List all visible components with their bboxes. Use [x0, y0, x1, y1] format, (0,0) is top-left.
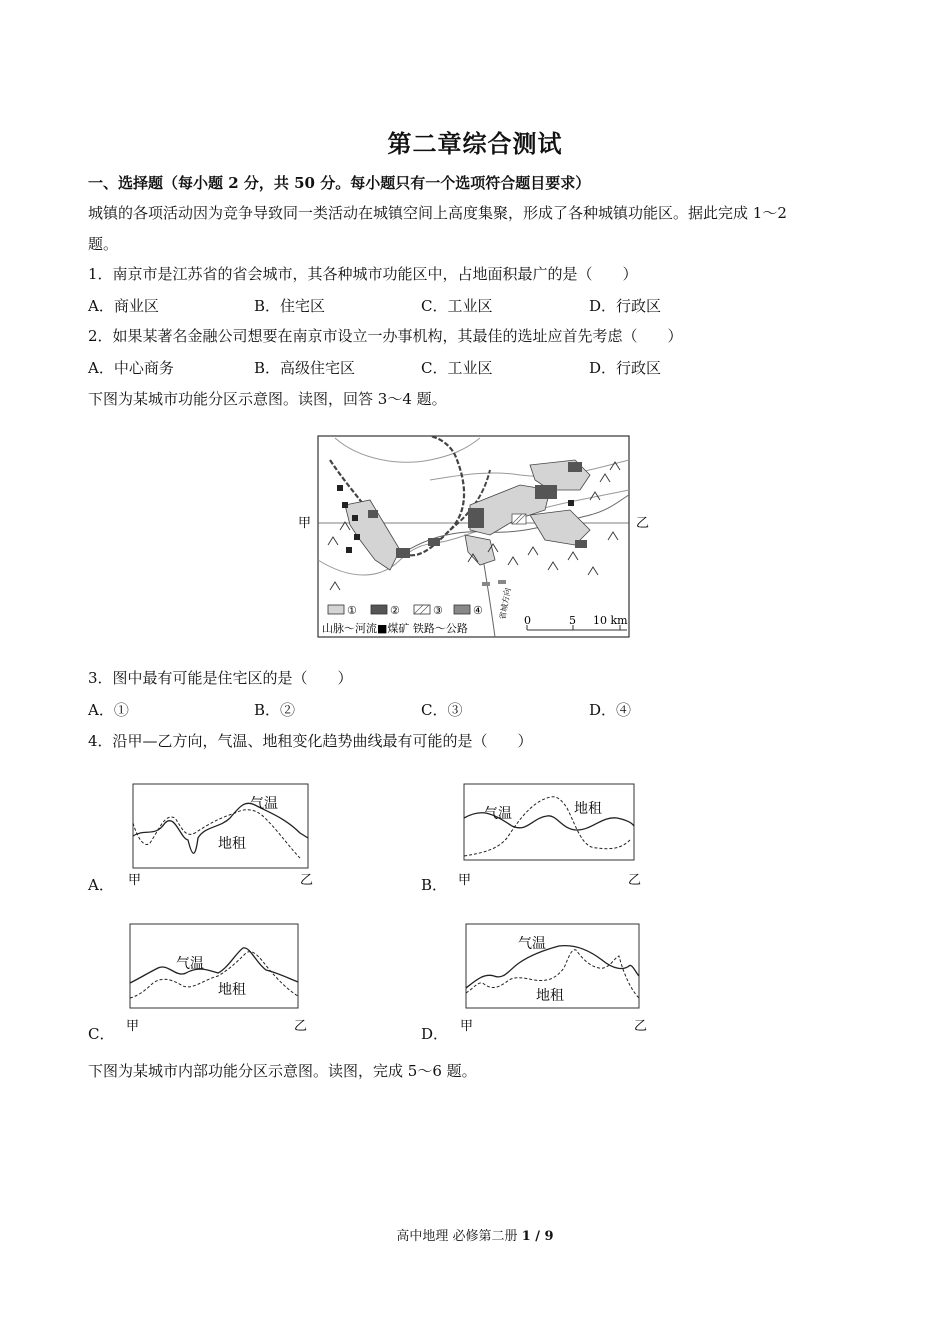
graph-d	[454, 918, 654, 1036]
question-2-option-b[interactable]: B．高级住宅区	[254, 359, 356, 377]
graph-c-yi: 乙	[294, 1019, 308, 1034]
graph-b	[452, 778, 652, 890]
map-road-label: 省城方向	[498, 587, 513, 621]
graph-c-jia: 甲	[126, 1019, 140, 1034]
graph-d-temp: 气温	[518, 936, 546, 952]
scale-5: 5	[569, 614, 576, 627]
section-heading: 一、选择题（每小题 2 分，共 50 分。每小题只有一个选项符合题目要求）	[88, 174, 591, 192]
graph-a-rent: 地租	[218, 836, 246, 852]
footer-page-number: 1 / 9	[521, 1229, 554, 1244]
legend-2: ②	[390, 604, 400, 617]
scale-10: 10 km	[593, 614, 628, 627]
graph-d-label[interactable]: D．	[421, 1025, 449, 1043]
question-2-option-d[interactable]: D．行政区	[589, 359, 662, 377]
graph-b-jia: 甲	[458, 873, 472, 888]
legend-1: ①	[347, 604, 357, 617]
question-3-stem: 3．图中最有可能是住宅区的是（ ）	[88, 669, 353, 687]
map-label-yi: 乙	[636, 516, 650, 531]
legend-text: 山脉～河流■煤矿 铁路～公路	[322, 622, 468, 635]
city-function-map	[290, 430, 660, 650]
intro-3: 下图为某城市内部功能分区示意图。读图，完成 5～6 题。	[88, 1062, 477, 1080]
question-4-stem: 4．沿甲—乙方向，气温、地租变化趋势曲线最有可能的是（ ）	[88, 732, 533, 750]
question-1-option-c[interactable]: C．工业区	[421, 297, 493, 315]
graph-a-temp: 气温	[250, 796, 278, 812]
question-3-option-c[interactable]: C．③	[421, 701, 463, 719]
graph-d-rent: 地租	[536, 988, 564, 1004]
question-1-option-a[interactable]: A．商业区	[88, 297, 159, 315]
graph-c-temp: 气温	[176, 956, 204, 972]
intro-2: 下图为某城市功能分区示意图。读图，回答 3～4 题。	[88, 390, 447, 408]
map-label-jia: 甲	[298, 516, 312, 531]
question-2-stem: 2．如果某著名金融公司想要在南京市设立一办事机构，其最佳的选址应首先考虑（ ）	[88, 327, 683, 345]
footer-course: 高中地理 必修第二册	[396, 1229, 522, 1244]
page-title: 第二章综合测试	[387, 129, 563, 158]
graph-a-yi: 乙	[300, 873, 314, 888]
graph-d-yi: 乙	[634, 1019, 648, 1034]
legend-3: ③	[433, 604, 443, 617]
graph-c	[118, 918, 318, 1036]
question-1-stem: 1．南京市是江苏省的省会城市，其各种城市功能区中，占地面积最广的是（ ）	[88, 265, 638, 283]
graph-a-jia: 甲	[128, 873, 142, 888]
legend-4: ④	[473, 604, 483, 617]
scale-0: 0	[524, 614, 531, 627]
intro-1-line-2: 题。	[88, 235, 119, 253]
graph-c-rent: 地租	[218, 982, 246, 998]
question-1-option-b[interactable]: B．住宅区	[254, 297, 326, 315]
page-footer	[0, 1225, 950, 1244]
intro-1-line-1: 城镇的各项活动因为竞争导致同一类活动在城镇空间上高度集聚，形成了各种城镇功能区。据此完成 1～2	[88, 204, 787, 222]
question-2-option-a[interactable]: A．中心商务	[88, 359, 174, 377]
graph-b-temp: 气温	[484, 806, 512, 822]
question-1-option-d[interactable]: D．行政区	[589, 297, 662, 315]
graph-a	[120, 778, 320, 890]
question-2-option-c[interactable]: C．工业区	[421, 359, 493, 377]
question-3-option-d[interactable]: D．④	[589, 701, 632, 719]
graph-b-rent: 地租	[574, 801, 602, 817]
graph-b-label[interactable]: B．	[421, 876, 448, 894]
graph-d-jia: 甲	[460, 1019, 474, 1034]
question-3-option-a[interactable]: A．①	[88, 701, 129, 719]
question-3-option-b[interactable]: B．②	[254, 701, 296, 719]
graph-a-label[interactable]: A．	[88, 876, 114, 894]
graph-b-yi: 乙	[628, 873, 642, 888]
graph-c-label[interactable]: C．	[88, 1025, 115, 1043]
